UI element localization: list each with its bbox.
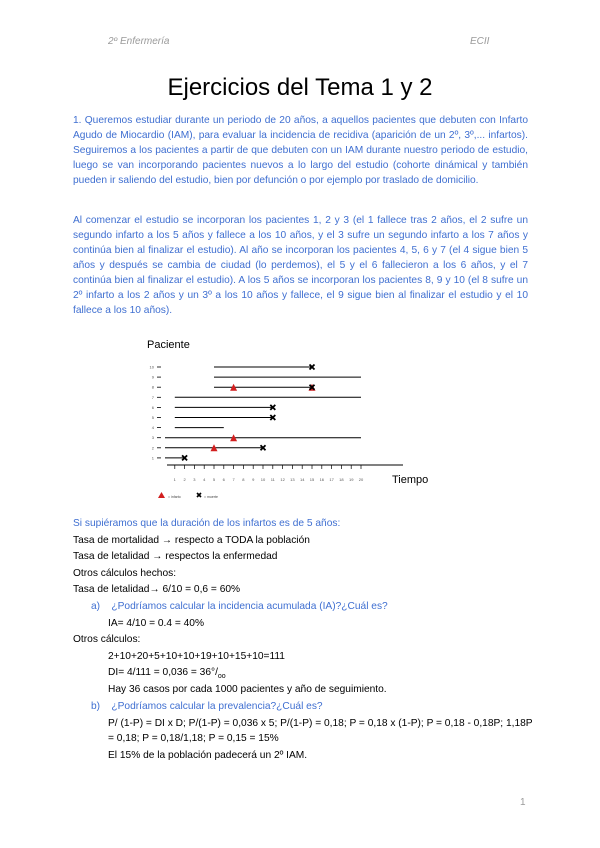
x-tick-label: 19 bbox=[348, 477, 354, 482]
line-otros-calculos: Otros cálculos: bbox=[73, 634, 141, 646]
x-tick-label: 9 bbox=[252, 477, 255, 482]
answer-ia: IA= 4/10 = 0.4 = 40% bbox=[108, 617, 205, 629]
x-tick-label: 14 bbox=[299, 477, 305, 482]
question-b-text: ¿Podríamos calcular la prevalencia?¿Cuál es? bbox=[111, 700, 323, 712]
header-left: 2º Enfermería bbox=[108, 36, 170, 47]
question-a-text: ¿Podríamos calcular la incidencia acumulada (IA)?¿Cuál es? bbox=[111, 600, 388, 612]
x-tick-label: 12 bbox=[280, 477, 285, 482]
x-tick-label: 3 bbox=[193, 477, 196, 482]
legend bbox=[158, 492, 218, 499]
x-tick-label: 16 bbox=[319, 477, 325, 482]
question-a-label: a) bbox=[91, 600, 101, 612]
line-mortalidad: Tasa de mortalidad → respecto a TODA la población bbox=[73, 534, 310, 546]
x-tick-label: 20 bbox=[358, 477, 364, 482]
intro-paragraph-1: 1. Queremos estudiar durante un periodo de 20 años, a aquellos pacientes que debuten con Infarto Agudo de Miocardio (IAM), para evaluar la incidencia de recidiva (aparición de un 2º, 3º,... infartos). Seguiremos a los pacientes a partir de que debuten con un IAM durante nuestro periodo de estudio, luego se van incorporando pacientes nuevos a lo largo del estudio (cohorte dinámical y también pueden ir saliendo del estudio, bien por defunción o por ejemplo por traslado de domicilio. bbox=[73, 115, 528, 186]
x-tick-label: 2 bbox=[183, 477, 186, 482]
line-letalidad: Tasa de letalidad → respectos la enfermedad bbox=[73, 551, 278, 563]
y-tick-label: 1 bbox=[151, 455, 154, 461]
y-tick-label: 5 bbox=[151, 415, 154, 420]
line-otros-hechos: Otros cálculos hechos: bbox=[73, 567, 177, 579]
legend-cross-icon bbox=[197, 493, 201, 497]
y-tick-label: 8 bbox=[151, 384, 154, 390]
line-hay: Hay 36 casos por cada 1000 pacientes y año de seguimiento. bbox=[108, 683, 387, 695]
legend-triangle-icon bbox=[158, 492, 165, 498]
y-tick-label: 2 bbox=[151, 445, 154, 451]
x-tick-label: 6 bbox=[222, 477, 225, 482]
answer-formula: P/ (1-P) = DI x D; P/(1-P) = 0,036 x 5; P/(1-P) = 0,18; P = 0,18 x (1-P); P = 0,18 - 0,18P; 1,18P = 0,18; P = 0,18/1,18; P = 0,15 = 15% bbox=[108, 718, 533, 745]
line-tasa-letalidad: Tasa de letalidad→ 6/10 = 0,6 = 60% bbox=[73, 584, 241, 596]
y-tick-label: 9 bbox=[151, 374, 154, 380]
legend-muerte-label: = muerte bbox=[204, 495, 218, 499]
answer-conclusion: El 15% de la población padecerá un 2º IAM. bbox=[108, 750, 308, 762]
page-title: Ejercicios del Tema 1 y 2 bbox=[167, 74, 433, 101]
y-tick-label: 3 bbox=[151, 435, 154, 441]
line-duracion: Si supiéramos que la duración de los infartos es de 5 años: bbox=[73, 518, 341, 529]
question-a bbox=[73, 599, 533, 616]
question-b-label: b) bbox=[91, 700, 101, 712]
x-tick-label: 18 bbox=[339, 477, 344, 482]
x-tick-label: 17 bbox=[329, 477, 334, 482]
y-tick-label: 7 bbox=[151, 394, 154, 400]
line-di bbox=[73, 665, 533, 682]
x-tick-label: 10 bbox=[260, 477, 266, 482]
x-tick-label: 13 bbox=[290, 477, 295, 482]
intro-paragraph-2: Al comenzar el estudio se incorporan los pacientes 1, 2 y 3 (el 1 fallece tras 2 años, el 2 sufre un segundo infarto a los 5 años y fallece a los 10 años, y el 3 sufre un segundo infarto a los 7 años y continúa bien al finalizar el estudio). Al año se incorporan los pacientes 4, 5, 6 y 7 (el 4 sigue bien 5 años y después se cambia de ciudad (lo perdemos), el 5 y el 6 fallecieron a los 6 años, y el 7 continúa bien al finalizar el estudio). A los 5 años se incorporan los pacientes 8, 9 y 10 (el 8 sufre un 2º infarto a los 2 años y un 3º a los 10 años y fallece, el 9 sigue bien al finalizar el estudio y el 10 fallece a los 10 años). bbox=[73, 215, 528, 316]
header-right: ECII bbox=[470, 36, 490, 47]
chart-ylabel: Paciente bbox=[147, 339, 190, 351]
y-tick-label: 4 bbox=[151, 425, 154, 431]
y-tick-label: 10 bbox=[149, 364, 154, 370]
x-tick-label: 7 bbox=[232, 477, 235, 482]
di-text: DI= 4/111 = 0,036 = 36°/ bbox=[108, 667, 218, 679]
x-tick-label: 8 bbox=[242, 477, 245, 482]
x-tick-label: 5 bbox=[212, 477, 216, 482]
line-suma: 2+10+20+5+10+10+19+10+15+10=111 bbox=[108, 650, 285, 662]
x-tick-label: 1 bbox=[173, 477, 176, 482]
question-b bbox=[73, 699, 533, 716]
x-tick-label: 4 bbox=[203, 477, 206, 482]
y-tick-label: 6 bbox=[151, 404, 154, 410]
di-subscript: oo bbox=[217, 673, 226, 681]
legend-infarto-label: = infarto bbox=[168, 495, 181, 499]
page-number: 1 bbox=[520, 797, 526, 808]
x-tick-label: 15 bbox=[309, 477, 315, 482]
patient-timeline-chart bbox=[145, 335, 445, 507]
exercise-body bbox=[73, 516, 533, 765]
x-tick-label: 11 bbox=[270, 477, 275, 482]
chart-xlabel: Tiempo bbox=[392, 474, 429, 486]
